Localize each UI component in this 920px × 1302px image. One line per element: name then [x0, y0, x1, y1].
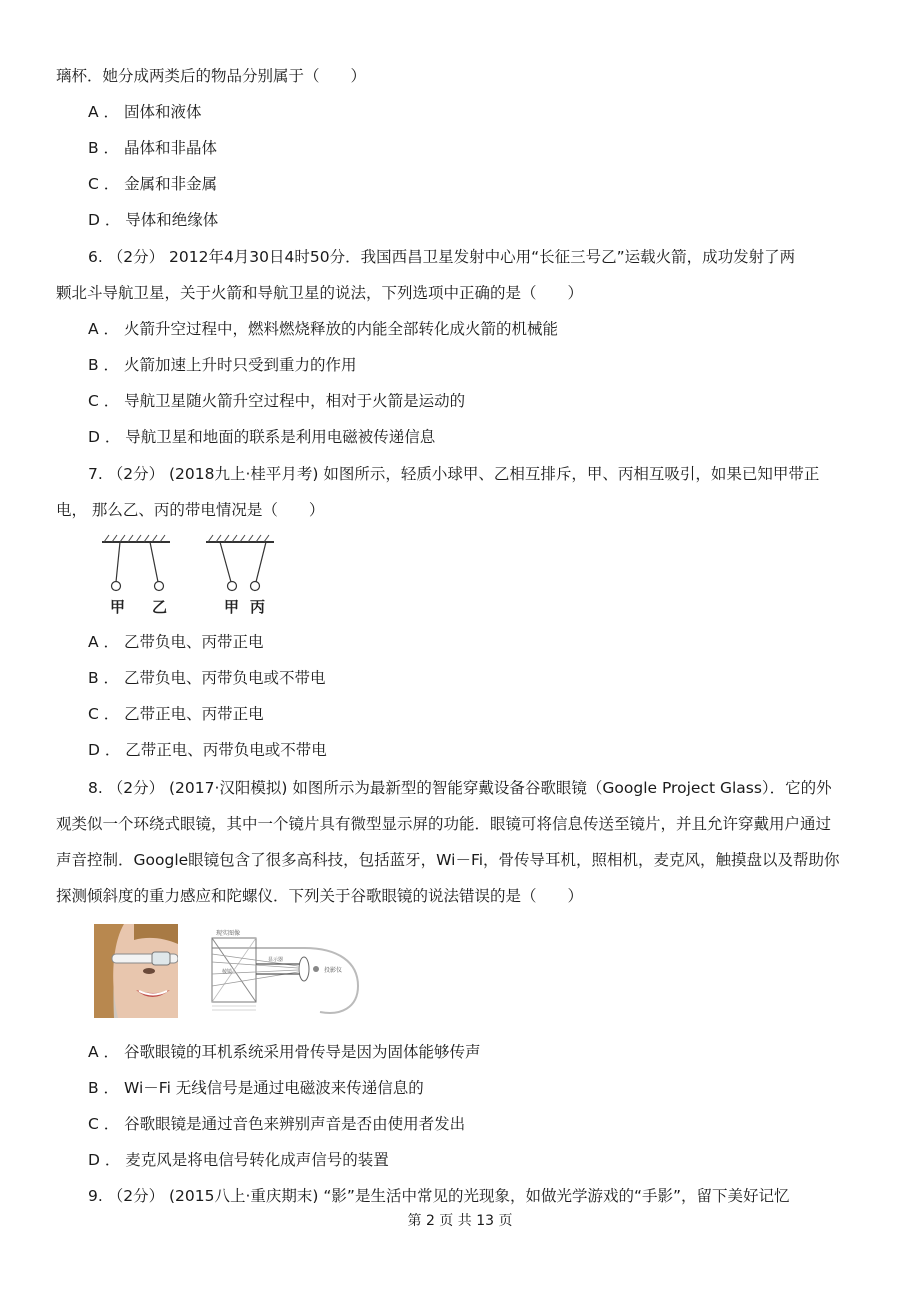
label-jia-2: 甲 — [224, 598, 240, 616]
q6-stem-line1: 6. （2分） 2012年4月30日4时50分．我国西昌卫星发射中心用“长征三号乙”运载火箭，成功发射了两 — [88, 248, 796, 266]
q5-option-a[interactable]: A ． 固体和液体 — [88, 103, 202, 121]
q8-photo-google-glass — [94, 924, 178, 1018]
label-projector: 投影仪 — [324, 967, 343, 974]
q5-option-b[interactable]: B ． 晶体和非晶体 — [88, 139, 217, 157]
q7-option-b[interactable]: B ． 乙带负电、丙带负电或不带电 — [88, 669, 326, 687]
q5-stem-continued: 璃杯．她分成两类后的物品分别属于（ ） — [56, 67, 367, 85]
q7-stem-line2: 电， 那么乙、丙的带电情况是（ ） — [56, 501, 325, 519]
q6-option-d[interactable]: D ． 导航卫星和地面的联系是利用电磁被传递信息 — [88, 428, 436, 446]
q6-option-b[interactable]: B ． 火箭加速上升时只受到重力的作用 — [88, 356, 357, 374]
q5-option-c[interactable]: C ． 金属和非金属 — [88, 175, 218, 193]
q5-option-d[interactable]: D ． 导体和绝缘体 — [88, 211, 219, 229]
q8-stem-line4: 探测倾斜度的重力感应和陀螺仪．下列关于谷歌眼镜的说法错误的是（ ） — [56, 887, 584, 905]
q8-option-a[interactable]: A ． 谷歌眼镜的耳机系统采用骨传导是因为固体能够传声 — [88, 1043, 481, 1061]
label-bing: 丙 — [250, 598, 266, 616]
q8-figure-optics-diagram — [208, 926, 360, 1018]
glass-optics-diagram — [208, 926, 360, 1018]
q6-option-c[interactable]: C ． 导航卫星随火箭升空过程中，相对于火箭是运动的 — [88, 392, 466, 410]
q8-stem-line3: 声音控制．Google眼镜包含了很多高科技，包括蓝牙，Wi－Fi，骨传导耳机，照相机，麦克风，触摸盘以及帮助你 — [56, 851, 840, 869]
q8-option-c[interactable]: C ． 谷歌眼镜是通过音色来辨别声音是否由使用者发出 — [88, 1115, 466, 1133]
page-footer: 第 2 页 共 13 页 — [407, 1213, 513, 1229]
q7-stem-line1: 7. （2分） (2018九上·桂平月考) 如图所示，轻质小球甲、乙相互排斥，甲、丙相互吸引，如果已知甲带正 — [88, 465, 820, 483]
label-jia-1: 甲 — [110, 598, 126, 616]
q8-stem-line1: 8. （2分） (2017·汉阳模拟) 如图所示为最新型的智能穿戴设备谷歌眼镜（Google Project Glass）．它的外 — [88, 779, 832, 797]
woman-with-glasses-image — [94, 924, 178, 1018]
label-prism: 棱镜 — [222, 969, 233, 975]
q8-option-b[interactable]: B ． Wi－Fi 无线信号是通过电磁波来传递信息的 — [88, 1079, 424, 1097]
label-real-image: 现实图像 — [216, 930, 241, 937]
q8-stem-line2: 观类似一个环绕式眼镜，其中一个镜片具有微型显示屏的功能．眼镜可将信息传送至镜片，并且允许穿戴用户通过 — [56, 815, 832, 833]
q6-stem-line2: 颗北斗导航卫星，关于火箭和导航卫星的说法，下列选项中正确的是（ ） — [56, 284, 584, 302]
label-display: 显示器 — [268, 957, 284, 963]
label-yi: 乙 — [152, 598, 168, 616]
q7-option-d[interactable]: D ． 乙带正电、丙带负电或不带电 — [88, 741, 327, 759]
q7-figure-charged-balls — [100, 532, 280, 622]
q7-option-a[interactable]: A ． 乙带负电、丙带正电 — [88, 633, 264, 651]
q8-option-d[interactable]: D ． 麦克风是将电信号转化成声信号的装置 — [88, 1151, 389, 1169]
q7-option-c[interactable]: C ． 乙带正电、丙带正电 — [88, 705, 264, 723]
charged-balls-diagram — [100, 532, 280, 622]
q6-option-a[interactable]: A ． 火箭升空过程中，燃料燃烧释放的内能全部转化成火箭的机械能 — [88, 320, 558, 338]
q9-stem-line1: 9. （2分） (2015八上·重庆期末) “影”是生活中常见的光现象，如做光学游戏的“手影”，留下美好记忆 — [88, 1187, 790, 1205]
